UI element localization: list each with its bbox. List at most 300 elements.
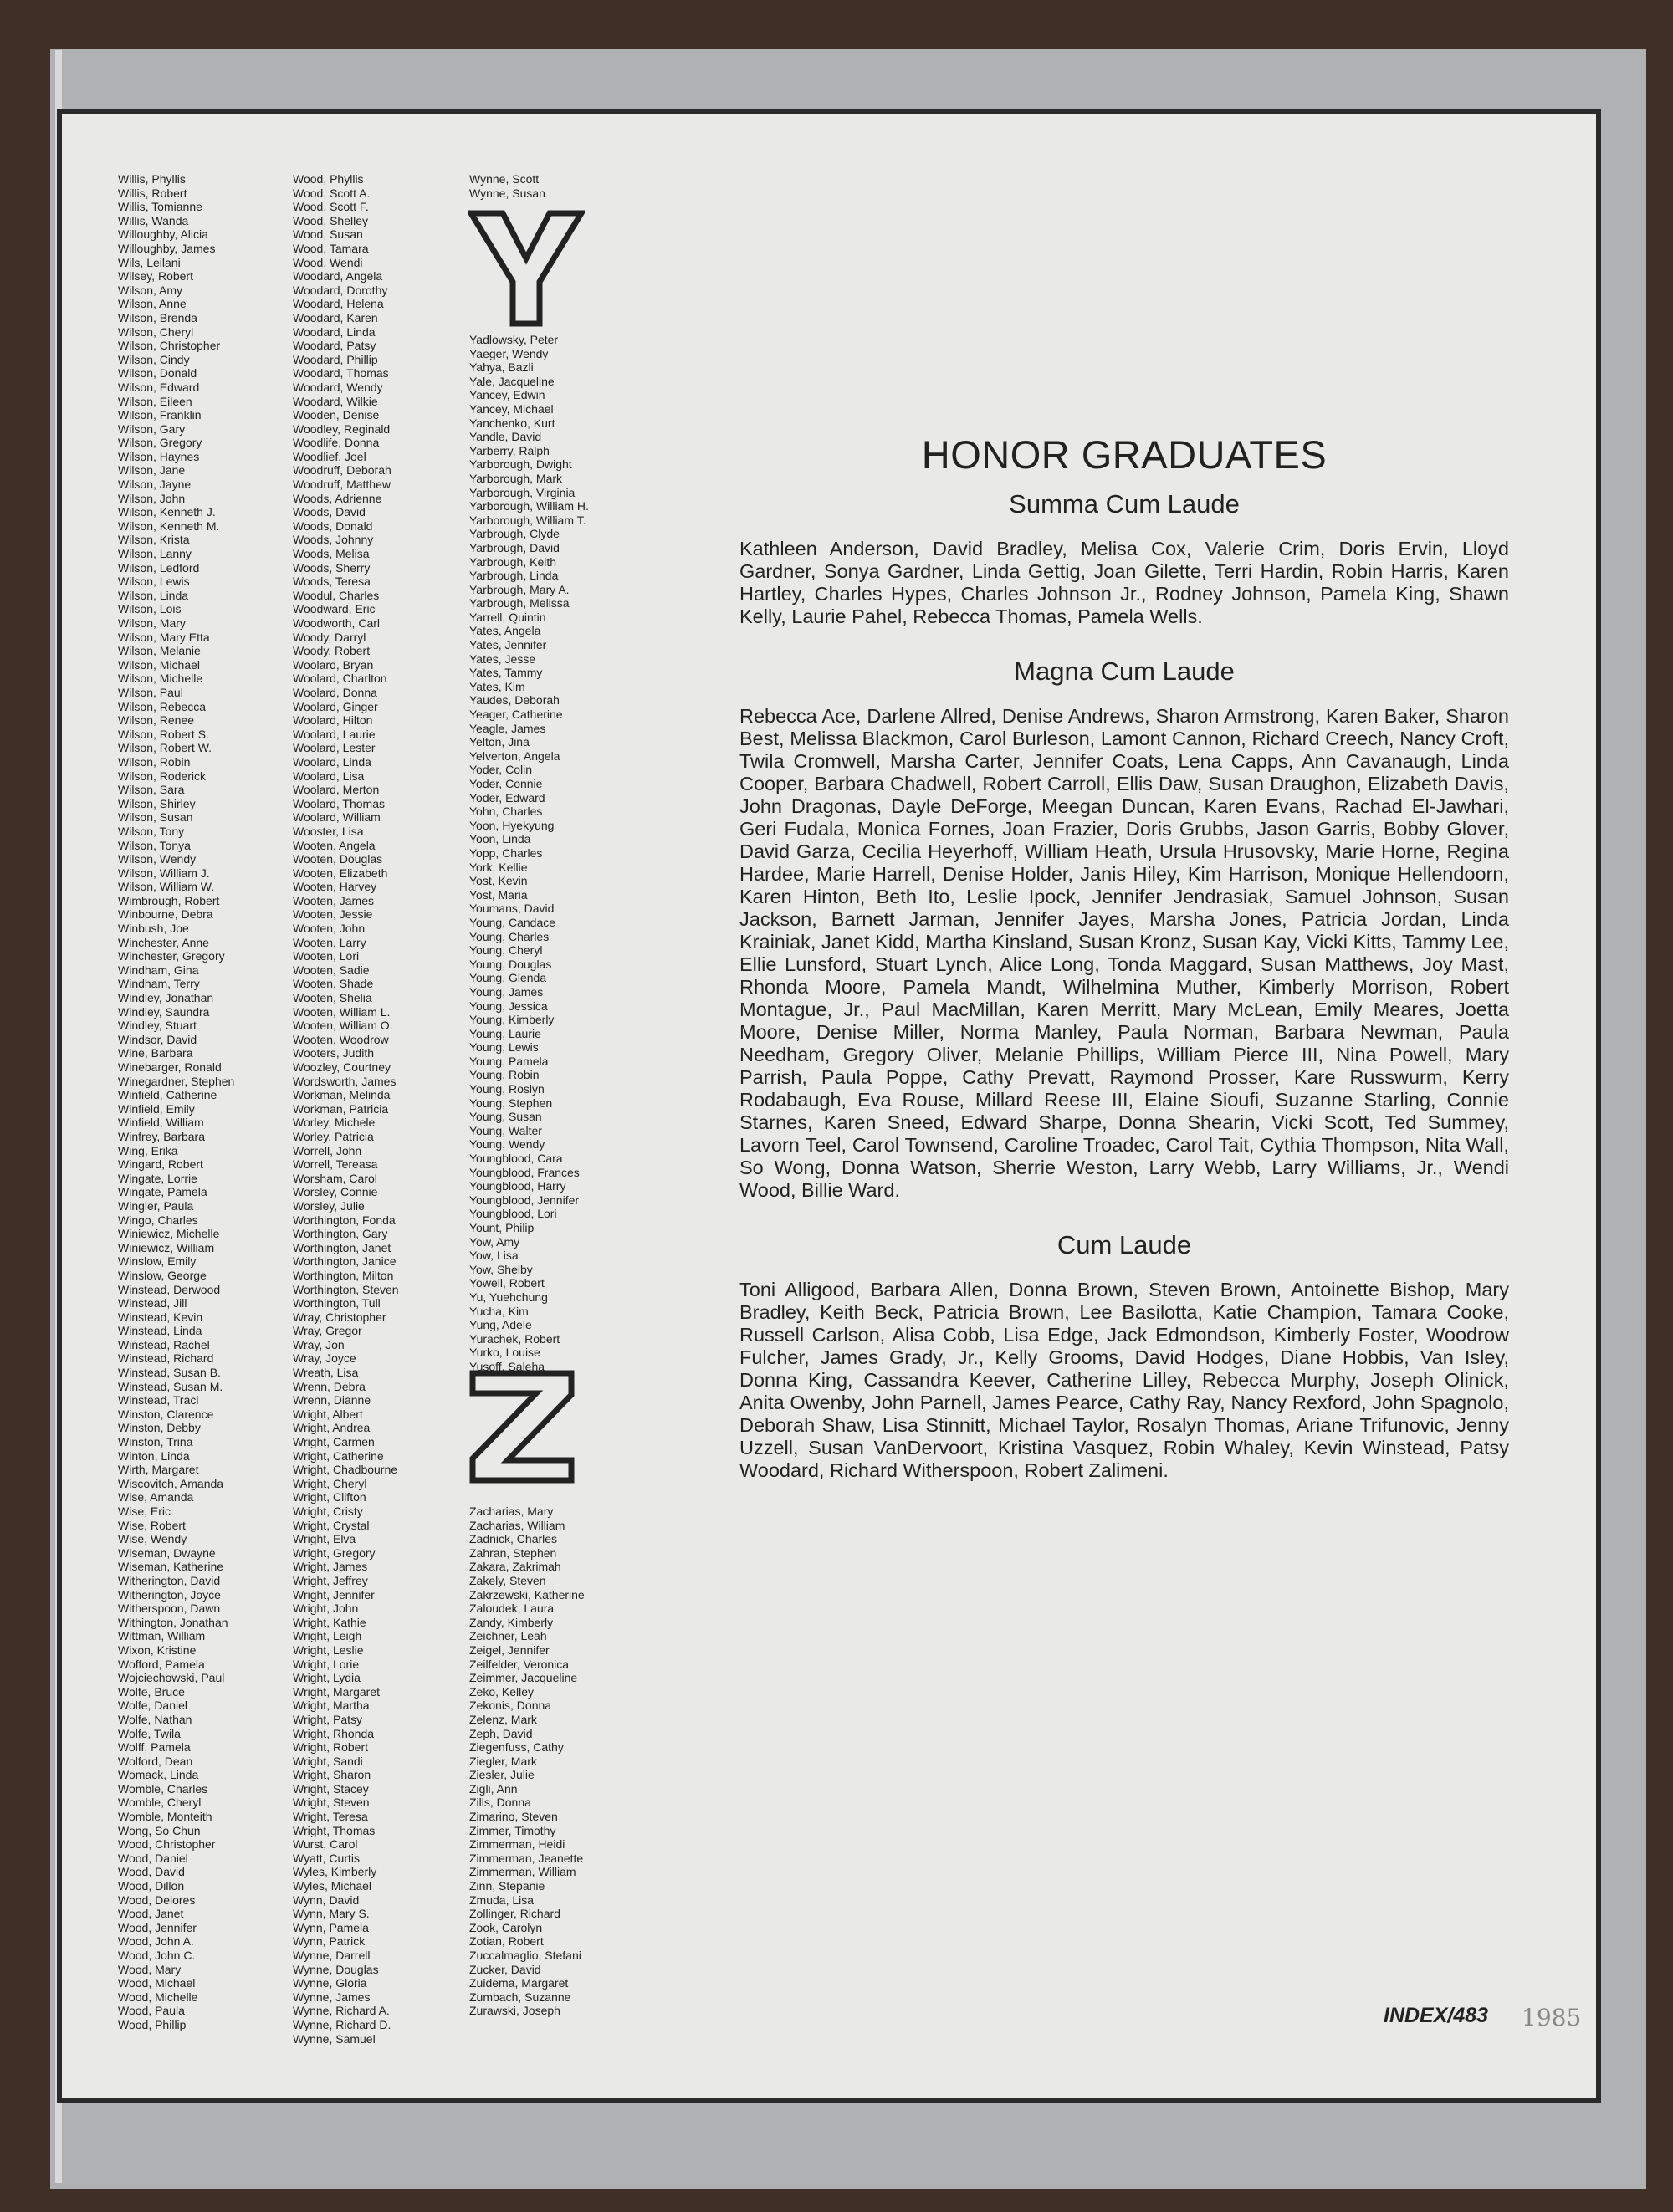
index-entry: Ziegenfuss, Cathy bbox=[469, 1740, 564, 1755]
index-entry: Youngblood, Lori bbox=[469, 1207, 557, 1221]
index-entry: Wood, Paula bbox=[118, 2004, 185, 2018]
index-entry: Wyles, Michael bbox=[293, 1879, 372, 1893]
index-entry: Yates, Tammy bbox=[469, 666, 543, 680]
index-entry: Zook, Carolyn bbox=[469, 1920, 543, 1934]
index-entry: Winston, Trina bbox=[118, 1435, 193, 1449]
index-entry: Woodard, Angela bbox=[293, 269, 383, 284]
index-entry: Zurawski, Joseph bbox=[469, 2004, 560, 2018]
index-entry: Willis, Tomianne bbox=[118, 200, 202, 214]
index-entry: Windley, Saundra bbox=[118, 1004, 210, 1019]
index-entry: Wilson, Robin bbox=[118, 754, 191, 769]
index-entry: Zucker, David bbox=[469, 1962, 541, 1976]
index-entry: Wilson, Linda bbox=[118, 588, 189, 602]
index-entry: Wingate, Pamela bbox=[118, 1185, 207, 1199]
index-entry: Woolard, Lisa bbox=[293, 769, 365, 783]
index-entry: Young, Stephen bbox=[469, 1096, 553, 1110]
index-entry: Wood, Jennifer bbox=[118, 1920, 197, 1934]
index-entry: Young, Cheryl bbox=[469, 943, 543, 958]
index-entry: Wilson, Jayne bbox=[118, 478, 192, 492]
index-entry: Wright, Andrea bbox=[293, 1421, 371, 1435]
index-entry: Wray, Christopher bbox=[293, 1310, 386, 1324]
index-entry: Zaloudek, Laura bbox=[469, 1602, 555, 1616]
index-entry: Yarbrough, Keith bbox=[469, 554, 557, 569]
index-entry: Yanchenko, Kurt bbox=[469, 416, 555, 430]
index-entry: Yarbrough, Mary A. bbox=[469, 582, 570, 596]
index-entry: Wood, Christopher bbox=[118, 1837, 216, 1852]
index-entry: Zakara, Zakrimah bbox=[469, 1560, 561, 1574]
index-entry: Winfield, Catherine bbox=[118, 1088, 217, 1102]
index-entry: Woolard, Ginger bbox=[293, 699, 378, 713]
index-entry: Yopp, Charles bbox=[469, 845, 543, 860]
index-entry: Wolford, Dean bbox=[118, 1754, 193, 1768]
index-entry: Wrenn, Debra bbox=[293, 1379, 366, 1393]
index-entry: Woodul, Charles bbox=[293, 588, 380, 602]
index-entry: Wright, Sharon bbox=[293, 1768, 371, 1782]
index-entry: Wingo, Charles bbox=[118, 1213, 198, 1227]
index-entry: Wilson, Michelle bbox=[118, 672, 203, 686]
index-entry: Wood, Scott A. bbox=[293, 186, 371, 200]
index-entry: Yow, Amy bbox=[469, 1234, 520, 1249]
index-entry: Woolard, Hilton bbox=[293, 713, 373, 728]
magna-heading: Magna Cum Laude bbox=[1014, 656, 1235, 686]
index-entry: Winstead, Traci bbox=[118, 1393, 199, 1407]
index-entry: Wright, Leigh bbox=[293, 1629, 362, 1643]
index-entry: Wooten, Harvey bbox=[293, 880, 377, 894]
index-entry: Wood, Phillip bbox=[118, 2017, 187, 2031]
index-entry: Wright, Margaret bbox=[293, 1684, 380, 1699]
index-entry: Winstead, Jill bbox=[118, 1296, 187, 1310]
index-entry: Woody, Robert bbox=[293, 644, 371, 658]
index-entry: Wooten, Lori bbox=[293, 949, 360, 963]
index-entry: Wilson, Mary bbox=[118, 616, 186, 630]
index-entry: Young, Roslyn bbox=[469, 1082, 545, 1096]
index-entry: Wright, Gregory bbox=[293, 1545, 376, 1560]
index-entry: Yarborough, William H. bbox=[469, 499, 589, 513]
index-entry: Workman, Patricia bbox=[293, 1101, 389, 1116]
index-entry: Zelenz, Mark bbox=[469, 1712, 537, 1726]
index-entry: Wright, Jeffrey bbox=[293, 1573, 368, 1587]
index-entry: Wooten, Jessie bbox=[293, 907, 373, 922]
index-entry: Wordsworth, James bbox=[293, 1074, 397, 1088]
cum-names: Toni Alligood, Barbara Allen, Donna Brown, Steven Brown, Antoinette Bishop, Mary Bradley, Keith Beck, Patricia Brown, Lee Basilotta, Katie Champion, Tamara Cooke, Russell Carlson, Alisa Cobb, Lisa Edge, Jack Edmondson, Kimberly Foster, Woodrow Fulcher, James Grady, Jr., Kelly Grooms, David Hodges, Diane Hobbis, Van Isley, Donna King, Cassandra Keever, Catherine Lilley, Rebecca Murphy, Joseph Olinick, Anita Owenby, John Parnell, James Pearce, Cathy Ray, Nancy Rexford, John Spagnolo, Deborah Shaw, Lisa Stinnitt, Michael Taylor, Rosalyn Thomas, Ariane Trifunovic, Jenny Uzzell, Susan VanDervoort, Kristina Vasquez, Robin Whaley, Kevin Winstead, Patsy Woodard, Richard Witherspoon, Robert Zalimeni. bbox=[739, 1279, 1509, 1481]
index-entry: Wingard, Robert bbox=[118, 1157, 203, 1172]
index-entry: Wright, Catherine bbox=[293, 1448, 384, 1463]
index-entry: Woolard, Laurie bbox=[293, 727, 376, 741]
index-entry: Zigli, Ann bbox=[469, 1781, 518, 1796]
index-entry: Wyles, Kimberly bbox=[293, 1865, 377, 1879]
index-column-3-y bbox=[469, 333, 589, 1374]
index-entry: Yu, Yuehchung bbox=[469, 1290, 548, 1304]
index-entry: Woolard, Charlton bbox=[293, 672, 387, 686]
index-entry: Wright, Rhonda bbox=[293, 1726, 375, 1740]
index-entry: Yadlowsky, Peter bbox=[469, 333, 559, 346]
index-entry: Wiseman, Katherine bbox=[118, 1560, 224, 1574]
index-entry: Wiscovitch, Amanda bbox=[118, 1476, 224, 1490]
index-entry: Willis, Phyllis bbox=[118, 172, 186, 186]
index-entry: Wilson, Jane bbox=[118, 463, 186, 478]
index-entry: Winchester, Gregory bbox=[118, 949, 225, 963]
letter-z-heading bbox=[468, 1368, 576, 1485]
index-entry: Windham, Terry bbox=[118, 977, 200, 991]
index-entry: Wingler, Paula bbox=[118, 1198, 194, 1213]
index-entry: Wynne, Darrell bbox=[293, 1949, 371, 1962]
index-entry: Willoughby, Alicia bbox=[118, 227, 208, 242]
index-entry: Wright, Stacey bbox=[293, 1781, 369, 1796]
index-entry: Wood, Wendi bbox=[293, 255, 363, 269]
index-entry: Wolff, Pamela bbox=[118, 1740, 191, 1755]
index-column-1 bbox=[118, 172, 234, 2032]
index-entry: Wright, John bbox=[293, 1602, 359, 1616]
index-entry: Yates, Angela bbox=[469, 624, 541, 638]
index-entry: Yucha, Kim bbox=[469, 1304, 529, 1318]
index-entry: Zimarino, Steven bbox=[469, 1810, 558, 1824]
index-entry: Yancey, Edwin bbox=[469, 388, 545, 402]
index-entry: Yount, Philip bbox=[469, 1221, 535, 1234]
index-entry: Yaeger, Wendy bbox=[469, 346, 549, 360]
index-entry: Woods, Melisa bbox=[293, 547, 370, 561]
index-entry: Yost, Maria bbox=[469, 887, 528, 902]
index-entry: Woolard, Lester bbox=[293, 741, 376, 755]
index-entry: Worthington, Janice bbox=[293, 1254, 397, 1269]
index-entry: Wolfe, Twila bbox=[118, 1726, 181, 1740]
index-entry: Woodard, Dorothy bbox=[293, 283, 388, 297]
index-entry: Withington, Jonathan bbox=[118, 1615, 228, 1629]
index-entry: Winbourne, Debra bbox=[118, 907, 213, 922]
index-entry: Youngblood, Frances bbox=[469, 1165, 580, 1179]
index-entry: Wilson, Amy bbox=[118, 283, 183, 297]
index-entry: Worrell, John bbox=[293, 1143, 362, 1157]
index-entry: Yarbrough, Clyde bbox=[469, 527, 560, 541]
index-entry: Zotian, Robert bbox=[469, 1934, 544, 1949]
index-entry: Wood, John C. bbox=[118, 1949, 196, 1962]
index-entry: Wilson, Mary Etta bbox=[118, 630, 210, 644]
index-entry: Wright, Chadbourne bbox=[293, 1463, 398, 1477]
index-entry: Yarborough, Mark bbox=[469, 471, 563, 485]
index-entry: Young, James bbox=[469, 984, 544, 999]
index-entry: Worthington, Tull bbox=[293, 1296, 381, 1310]
index-entry: Windsor, David bbox=[118, 1032, 197, 1046]
index-entry: Wright, Patsy bbox=[293, 1712, 362, 1726]
index-entry: Wood, David bbox=[118, 1865, 185, 1879]
index-entry: Wyatt, Curtis bbox=[293, 1851, 360, 1865]
index-entry: Young, Kimberly bbox=[469, 1013, 555, 1027]
index-entry: Willis, Robert bbox=[118, 186, 187, 200]
index-entry: Wynne, Scott bbox=[469, 172, 540, 186]
index-entry: Zakely, Steven bbox=[469, 1573, 546, 1587]
index-entry: Youngblood, Jennifer bbox=[469, 1193, 580, 1207]
index-entry: Worsley, Connie bbox=[293, 1185, 378, 1199]
index-entry: Wynne, Douglas bbox=[293, 1962, 379, 1976]
index-column-3-top bbox=[469, 172, 545, 200]
index-entry: Woods, Sherry bbox=[293, 560, 371, 575]
index-entry: Wilson, Lois bbox=[118, 602, 182, 616]
index-entry: Wooten, William O. bbox=[293, 1019, 393, 1033]
index-entry: Wooten, Shade bbox=[293, 977, 374, 991]
index-entry: Ziegler, Mark bbox=[469, 1754, 537, 1768]
index-entry: Yeager, Catherine bbox=[469, 708, 563, 722]
index-entry: Wood, Scott F. bbox=[293, 200, 369, 214]
index-entry: Wolfe, Daniel bbox=[118, 1699, 188, 1713]
index-entry: Yarbrough, Melissa bbox=[469, 596, 570, 610]
index-entry: Winfield, Emily bbox=[118, 1101, 195, 1116]
index-entry: Wood, Mary bbox=[118, 1962, 182, 1976]
index-entry: Zeigel, Jennifer bbox=[469, 1642, 550, 1657]
index-entry: Zinn, Stepanie bbox=[469, 1879, 545, 1893]
index-entry: Wiseman, Dwayne bbox=[118, 1545, 216, 1560]
index-entry: Zekonis, Donna bbox=[469, 1699, 552, 1713]
index-entry: Wingate, Lorrie bbox=[118, 1171, 197, 1185]
index-entry: Wood, Tamara bbox=[293, 241, 369, 255]
summa-heading: Summa Cum Laude bbox=[1009, 489, 1240, 519]
index-entry: Woody, Darryl bbox=[293, 630, 366, 644]
index-entry: Wooten, John bbox=[293, 922, 366, 936]
index-entry: Wright, Lydia bbox=[293, 1671, 361, 1685]
index-entry: Wood, Shelley bbox=[293, 213, 369, 227]
index-entry: Winstead, Susan M. bbox=[118, 1379, 223, 1393]
index-entry: Winstead, Derwood bbox=[118, 1282, 221, 1296]
index-entry: Zollinger, Richard bbox=[469, 1907, 560, 1921]
index-entry: Wynne, Richard D. bbox=[293, 2017, 391, 2031]
index-entry: Zimmer, Timothy bbox=[469, 1823, 556, 1837]
index-entry: Wilson, Gary bbox=[118, 421, 186, 436]
index-entry: Wilson, Paul bbox=[118, 685, 183, 699]
index-entry: Worley, Patricia bbox=[293, 1129, 374, 1143]
index-page bbox=[62, 114, 1596, 2098]
index-entry: Wood, Michael bbox=[118, 1976, 196, 1990]
index-entry: Windham, Gina bbox=[118, 963, 199, 977]
index-entry: Yowell, Robert bbox=[469, 1276, 545, 1290]
index-entry: Wright, Leslie bbox=[293, 1642, 364, 1657]
index-entry: Woolard, Linda bbox=[293, 754, 371, 769]
index-entry: Witherington, Joyce bbox=[118, 1587, 221, 1602]
index-entry: Winstead, Susan B. bbox=[118, 1366, 221, 1380]
index-entry: Wright, Robert bbox=[293, 1740, 368, 1755]
letter-y-heading bbox=[468, 210, 585, 327]
index-entry: Wright, Cristy bbox=[293, 1504, 363, 1518]
index-entry: Yoder, Colin bbox=[469, 763, 532, 777]
index-entry: Wright, Teresa bbox=[293, 1810, 368, 1824]
index-entry: Yates, Jennifer bbox=[469, 638, 547, 652]
index-entry: Wright, Sandi bbox=[293, 1754, 363, 1768]
index-entry: Woozley, Courtney bbox=[293, 1060, 391, 1074]
index-entry: York, Kellie bbox=[469, 860, 528, 874]
index-entry: Wise, Wendy bbox=[118, 1532, 187, 1546]
index-entry: Wood, Delores bbox=[118, 1893, 196, 1907]
index-entry: Yandle, David bbox=[469, 430, 542, 444]
index-entry: Zimmerman, Heidi bbox=[469, 1837, 565, 1852]
index-column-2 bbox=[293, 172, 399, 2046]
index-entry: Woodard, Helena bbox=[293, 297, 384, 311]
index-entry: Woodworth, Carl bbox=[293, 616, 381, 630]
index-entry: Windley, Stuart bbox=[118, 1019, 197, 1033]
index-entry: Yelton, Jina bbox=[469, 735, 530, 749]
index-entry: Wooten, Elizabeth bbox=[293, 866, 388, 880]
index-entry: Yaudes, Deborah bbox=[469, 693, 560, 708]
index-entry: Wright, Lorie bbox=[293, 1657, 360, 1671]
index-entry: Wooten, Sadie bbox=[293, 963, 370, 977]
index-entry: Wooters, Judith bbox=[293, 1046, 375, 1060]
index-entry: Wittman, William bbox=[118, 1629, 206, 1643]
magna-names: Rebecca Ace, Darlene Allred, Denise Andrews, Sharon Armstrong, Karen Baker, Sharon Best, Melissa Blackmon, Carol Burleson, Lamont Cannon, Richard Creech, Nancy Croft, Twila Cromwell, Marsha Carter, Jennifer Coats, Lena Capps, Ann Cavanaugh, Linda Cooper, Barbara Chadwell, Robert Carroll, Ellis Daw, Susan Draughon, Elizabeth Davis, John Dragonas, Dayle DeForge, Meegan Duncan, Karen Evans, Rachad El-Jawhari, Geri Fudala, Monica Fornes, Joan Frazier, Doris Grubbs, Jason Garris, Bobby Glover, David Garza, Cecilia Heyerhoff, William Heath, Ursula Hrusovsky, Marie Horne, Regina Hardee, Marie Harrell, Denise Holder, Janis Hiley, Kim Harrison, Monique Hellendoorn, Karen Hinton, Beth Ito, Leslie Ipock, Jennifer Jendrasiak, Samuel Johnson, Susan Jackson, Barnett Jarman, Jennifer Jayes, Marsha Jones, Patricia Jordan, Linda Krainiak, Janet Kidd, Martha Kinsland, Susan Kronz, Susan Kay, Vicki Kitts, Tammy Lee, Ellie Lunsford, Stuart Lynch, Alice Long, Tonda Maggard, Susan Matthews, Joy Mast, Rhonda Moore, Pamela Mandt, Wilhelmina Muther, Kimberly Morrison, Robert Montague, Jr., Paul MacMillan, Karen Merritt, Mary McLean, Emily Meares, Joetta Moore, Denise Miller, Norma Manley, Paula Norman, Barbara Newman, Paula Needham, Gregory Oliver, Melanie Phillips, William Pierce III, Nina Powell, Mary Parrish, Paula Poppe, Cathy Prevatt, Raymond Prosser, Kare Russwurm, Kerry Rodabaugh, Eva Rouse, Millard Reese III, Elaine Sioufi, Suzanne Starling, Connie Starnes, Karen Sneed, Edward Sharpe, Donna Shearin, Vicki Scott, Ted Summey, Lavorn Teel, Carol Townsend, Caroline Troadec, Carol Tait, Cythia Thompson, Nita Wall, So Wong, Donna Watson, Sherrie Weston, Larry Webb, Larry Williams, Jr., Wendi Wood, Billie Ward. bbox=[739, 705, 1509, 1201]
index-entry: Young, Jessica bbox=[469, 999, 548, 1013]
index-entry: Wynn, David bbox=[293, 1893, 360, 1907]
index-entry: Worthington, Janet bbox=[293, 1240, 391, 1254]
index-entry: Workman, Melinda bbox=[293, 1088, 391, 1102]
index-entry: Wynne, Samuel bbox=[293, 2031, 376, 2046]
index-entry: Yoon, Linda bbox=[469, 832, 531, 846]
index-entry: Woods, Teresa bbox=[293, 575, 371, 589]
index-entry: Winiewicz, Michelle bbox=[118, 1227, 220, 1241]
index-entry: Wilson, Roderick bbox=[118, 769, 207, 783]
index-entry: Willoughby, James bbox=[118, 241, 216, 255]
index-entry: Wilson, Michael bbox=[118, 657, 201, 672]
index-entry: Wojciechowski, Paul bbox=[118, 1671, 225, 1685]
index-entry: Womble, Monteith bbox=[118, 1810, 212, 1824]
index-entry: Woodard, Thomas bbox=[293, 366, 389, 381]
index-entry: Wilson, Susan bbox=[118, 810, 193, 825]
index-entry: Zeko, Kelley bbox=[469, 1684, 535, 1699]
index-entry: Wils, Leilani bbox=[118, 255, 181, 269]
index-entry: Worthington, Steven bbox=[293, 1282, 399, 1296]
index-entry: Wilson, Tony bbox=[118, 824, 185, 838]
index-entry: Wolfe, Bruce bbox=[118, 1684, 185, 1699]
index-entry: Yow, Lisa bbox=[469, 1249, 519, 1263]
index-entry: Wright, Kathie bbox=[293, 1615, 366, 1629]
index-entry: Wynne, Richard A. bbox=[293, 2004, 390, 2018]
index-entry: Winton, Linda bbox=[118, 1448, 190, 1463]
index-entry: Wright, Martha bbox=[293, 1699, 370, 1713]
index-entry: Winchester, Anne bbox=[118, 935, 209, 949]
index-entry: Young, Wendy bbox=[469, 1137, 545, 1152]
index-entry: Yurko, Louise bbox=[469, 1346, 540, 1360]
index-entry: Wray, Joyce bbox=[293, 1351, 356, 1366]
index-entry: Wilson, Anne bbox=[118, 297, 187, 311]
index-entry: Yarborough, William T. bbox=[469, 513, 586, 527]
index-entry: Yoon, Hyekyung bbox=[469, 818, 555, 832]
index-entry: Woodard, Phillip bbox=[293, 352, 378, 366]
index-entry: Young, Laurie bbox=[469, 1026, 541, 1040]
index-entry: Woolard, William bbox=[293, 810, 381, 825]
index-entry: Zuidema, Margaret bbox=[469, 1976, 569, 1990]
index-entry: Wynne, James bbox=[293, 1990, 371, 2004]
index-entry: Wilson, Brenda bbox=[118, 310, 197, 324]
index-entry: Womble, Charles bbox=[118, 1781, 208, 1796]
index-entry: Wilson, Gregory bbox=[118, 436, 202, 450]
index-entry: Wood, Phyllis bbox=[293, 172, 364, 186]
index-entry: Woolard, Donna bbox=[293, 685, 377, 699]
index-entry: Wood, John A. bbox=[118, 1934, 194, 1949]
index-entry: Zeilfelder, Veronica bbox=[469, 1657, 570, 1671]
index-entry: Wilson, Edward bbox=[118, 380, 200, 394]
index-entry: Zuccalmaglio, Stefani bbox=[469, 1949, 581, 1962]
index-entry: Yale, Jacqueline bbox=[469, 374, 555, 388]
index-entry: Zacharias, William bbox=[469, 1518, 565, 1532]
index-entry: Wood, Daniel bbox=[118, 1851, 188, 1865]
index-entry: Yarrell, Quintin bbox=[469, 610, 546, 624]
index-entry: Yarborough, Virginia bbox=[469, 485, 576, 499]
index-entry: Woods, Adrienne bbox=[293, 491, 382, 505]
index-entry: Wilson, Tonya bbox=[118, 838, 191, 852]
index-entry: Woods, David bbox=[293, 505, 366, 519]
index-entry: Winstead, Linda bbox=[118, 1324, 202, 1338]
index-entry: Wilson, Cindy bbox=[118, 352, 190, 366]
index-entry: Wray, Jon bbox=[293, 1337, 345, 1351]
index-entry: Wise, Robert bbox=[118, 1518, 186, 1532]
index-entry: Young, Walter bbox=[469, 1123, 542, 1137]
index-entry: Woodruff, Deborah bbox=[293, 463, 391, 478]
index-entry: Yarberry, Ralph bbox=[469, 443, 550, 457]
index-entry: Woodward, Eric bbox=[293, 602, 376, 616]
index-entry: Wynn, Patrick bbox=[293, 1934, 366, 1949]
index-entry: Yelverton, Angela bbox=[469, 748, 560, 763]
index-entry: Wolfe, Nathan bbox=[118, 1712, 192, 1726]
index-entry: Wong, So Chun bbox=[118, 1823, 201, 1837]
index-entry: Wooten, Douglas bbox=[293, 852, 383, 866]
index-entry: Yow, Shelby bbox=[469, 1262, 533, 1276]
index-entry: Wilson, Christopher bbox=[118, 339, 221, 353]
index-entry: Zumbach, Suzanne bbox=[469, 1990, 571, 2004]
index-entry: Wynn, Pamela bbox=[293, 1920, 369, 1934]
index-entry: Woodard, Linda bbox=[293, 324, 376, 339]
index-entry: Wright, Clifton bbox=[293, 1490, 366, 1504]
index-entry: Wright, Thomas bbox=[293, 1823, 376, 1837]
index-entry: Winiewicz, William bbox=[118, 1240, 215, 1254]
index-entry: Zacharias, Mary bbox=[469, 1504, 554, 1518]
index-entry: Wrenn, Dianne bbox=[293, 1393, 371, 1407]
index-entry: Wilsey, Robert bbox=[118, 269, 193, 284]
index-entry: Zeph, David bbox=[469, 1726, 533, 1740]
index-entry: Wilson, Robert S. bbox=[118, 727, 209, 741]
index-entry: Yarborough, Dwight bbox=[469, 457, 572, 472]
index-entry: Winfrey, Barbara bbox=[118, 1129, 205, 1143]
handwritten-year: 1985 bbox=[1522, 2004, 1582, 2031]
index-entry: Yates, Jesse bbox=[469, 651, 536, 666]
index-entry: Young, Candace bbox=[469, 915, 556, 929]
index-entry: Worrell, Tereasa bbox=[293, 1157, 378, 1172]
index-entry: Wise, Amanda bbox=[118, 1490, 194, 1504]
index-entry: Woodard, Wendy bbox=[293, 380, 383, 394]
index-entry: Worsham, Carol bbox=[293, 1171, 377, 1185]
index-entry: Wood, Susan bbox=[293, 227, 363, 242]
index-entry: Witherspoon, Dawn bbox=[118, 1602, 221, 1616]
index-entry: Wise, Eric bbox=[118, 1504, 171, 1518]
index-entry: Yahya, Bazli bbox=[469, 360, 534, 375]
index-entry: Wilson, Melanie bbox=[118, 644, 201, 658]
index-entry: Youngblood, Harry bbox=[469, 1179, 566, 1193]
index-entry: Zills, Donna bbox=[469, 1796, 531, 1810]
index-entry: Wilson, John bbox=[118, 491, 186, 505]
index-entry: Wooden, Denise bbox=[293, 408, 380, 422]
index-entry: Wilson, Renee bbox=[118, 713, 195, 728]
index-entry: Worsley, Julie bbox=[293, 1198, 365, 1213]
index-entry: Wilson, Robert W. bbox=[118, 741, 212, 755]
index-entry: Wilson, Kenneth M. bbox=[118, 519, 220, 533]
index-entry: Wynne, Gloria bbox=[293, 1976, 367, 1990]
index-entry: Wright, Crystal bbox=[293, 1518, 370, 1532]
index-entry: Wilson, Ledford bbox=[118, 560, 200, 575]
index-entry: Woolard, Bryan bbox=[293, 657, 374, 672]
index-entry: Wilson, Lewis bbox=[118, 575, 190, 589]
index-entry: Woolard, Thomas bbox=[293, 796, 385, 810]
index-entry: Wright, Elva bbox=[293, 1532, 356, 1546]
index-entry: Wright, Carmen bbox=[293, 1435, 375, 1449]
index-entry: Wilson, Kenneth J. bbox=[118, 505, 216, 519]
index-entry: Wirth, Margaret bbox=[118, 1463, 199, 1477]
index-entry: Wilson, Cheryl bbox=[118, 324, 194, 339]
index-entry: Womack, Linda bbox=[118, 1768, 199, 1782]
index-entry: Wilson, Donald bbox=[118, 366, 197, 381]
index-entry: Winebarger, Ronald bbox=[118, 1060, 222, 1074]
